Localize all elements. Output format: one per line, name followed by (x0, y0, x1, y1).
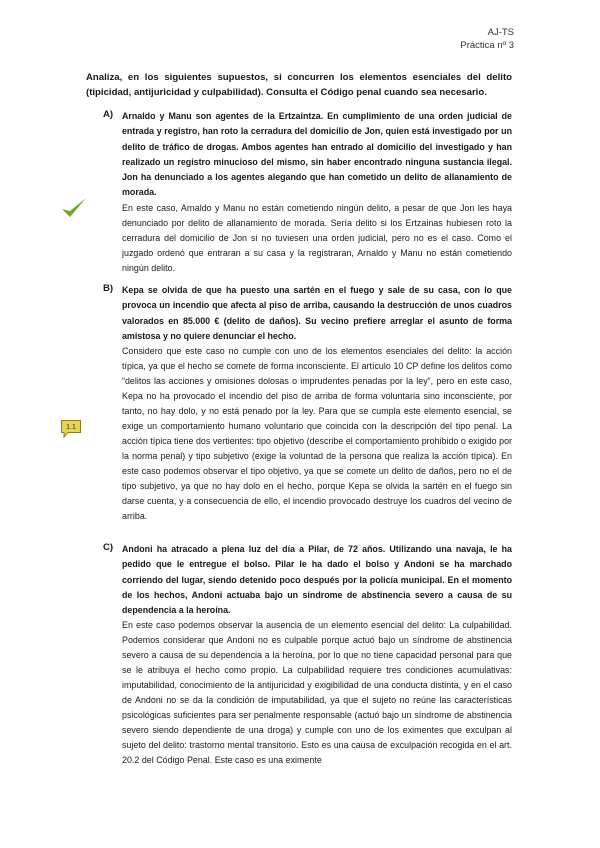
section-b-question-pre: Kepa se olvida de que ha puesto una sartén en el fuego y sale de su casa, con lo que provoca un incendio que afecta al piso de arriba, causando la destrucción de unos cuadros valorados en (122, 285, 512, 326)
check-mark-shape (62, 198, 86, 217)
header-course: AJ-TS (487, 27, 514, 38)
section-b (122, 283, 512, 524)
section-a (122, 109, 512, 276)
section-a-answer: En este caso, Arnaldo y Manu no están cometiendo ningún delito, a pesar de que Jon les haya denunciado por delito de allanamiento de morada. Sería delito si los Ertzainas hubiesen roto la cerradura del domicilio de Jon si no tuviesen una orden judicial, pero no es el caso. Como el juzgado ordenó que entraran a su casa y la registraran, Arnaldo y Manu no están cometiendo ningún delito. (122, 202, 512, 273)
section-b-letter: B) (103, 283, 114, 294)
comment-icon[interactable] (60, 419, 82, 439)
section-a-letter: A) (103, 109, 114, 120)
section-b-answer: Considero que este caso no cumple con uno de los elementos esenciales del delito: la acción típica, ya que el hecho se comete de forma inconsciente. El artículo 10 CP define los delitos como “delitos las acciones y omisiones dolosas o imprudentes penadas por la ley”, pero en este caso, Kepa no ha provocado el incendio del piso de arriba de forma voluntaria sino inconsciente, por tanto, no hay dolo, y no está penado por la ley. Para que se cumpla este elemento esencial, se exige un comportamiento humano voluntario que coincida con la descripción del tipo penal. La acción típica tiene dos vertientes: tipo objetivo (describe el comportamiento prohibido o exigido por la norma penal) y tipo subjetivo (exige la voluntad de la persona que realiza la acción típica). En este caso podemos observar el tipo objetivo, ya que se comete un delito de daños, pero no el de tipo subjetivo, ya que no hay dolo en el hecho, porque Kepa se olvida la sartén en el fuego sin darse cuenta, y a consecuencia de ello, el incendio provocado destruye los cuadros del vecino de arriba. (122, 346, 512, 522)
check-icon (60, 194, 88, 222)
section-c-question: Andoni ha atracado a plena luz del día a Pilar, de 72 años. Utilizando una navaja, le ha pedido que le entregue el bolso. Pilar le ha dado el bolso y Andoni se ha marchado corriendo del lugar, siendo detenido poco después por la policía municipal. En el momento de los hechos, Andoni actuaba bajo un síndrome de abstinencia severo a causa de su dependencia a la heroína. (122, 544, 512, 616)
section-c-answer: En este caso podemos observar la ausencia de un elemento esencial del delito: La culpabilidad. Podemos considerar que Andoni no es culpable porque actuó bajo un síndrome de abstinencia severo a causa de su dependencia a la heroína, por lo que no tiene capacidad personal para que se le atribuya el hecho como propio. La culpabilidad requiere tres condiciones acumulativas: imputabilidad, conocimiento de la antijuricidad y exigibilidad de una conducta distinta, y en el caso de Andoni no se da la condición de imputabilidad, ya que el sujeto no reúne las características psicológicas suficientes para ser penalmente responsable (actuó bajo un síndrome de abstinencia severo siendo dependiente de una droga) y cumple con uno de los eximentes que exculpan al sujeto del delito: trastorno mental transitorio. Esto es una causa de exculpación recogida en el art. 20.2 del Código Penal. Este caso es una eximente (122, 620, 512, 766)
intro-instructions: Analiza, en los siguientes supuestos, si concurren los elementos esenciales del delito (tipicidad, antijuricidad y culpabilidad). Consulta el Código penal cuando sea necesario. (86, 72, 512, 99)
header-practice-number: Práctica nº 3 (460, 40, 514, 51)
comment-label: 1.1 (66, 424, 76, 431)
section-b-question-amount: 85.000 € (182, 315, 220, 326)
section-a-question: Arnaldo y Manu son agentes de la Ertzaintza. En cumplimiento de una orden judicial de entrada y registro, han roto la cerradura del domicilio de Jon, quien está investigado por un delito de tráfico de drogas. Ambos agentes han entrado al domicilio del investigado y han realizado un registro minucioso del mismo, sin haber encontrado ninguna sustancia ilegal. Jon ha denunciado a los agentes alegando que han cometido un delito de allanamiento de morada. (122, 111, 512, 198)
section-b-question (122, 283, 512, 344)
section-b-question-post: (delito de daños). Su vecino prefiere arreglar el asunto de forma amistosa y no quiere denunciar el hecho. (122, 315, 512, 341)
section-c (122, 542, 512, 768)
section-c-letter: C) (103, 542, 114, 553)
